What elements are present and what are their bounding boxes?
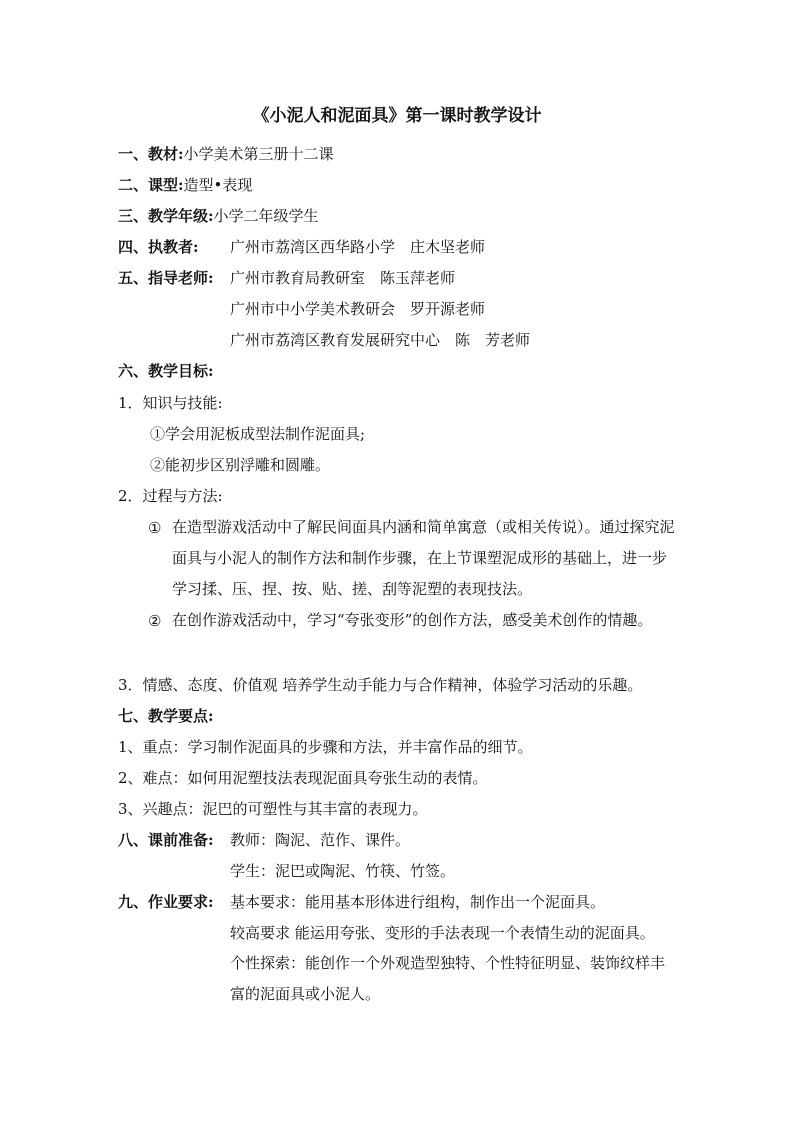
section-advisors	[118, 267, 214, 289]
section-label: 五、指导老师:	[118, 269, 214, 287]
advisor-line: 广州市教育局教研室 陈玉萍老师	[230, 269, 456, 287]
instructor-value: 广州市荔湾区西华路小学 庄木坚老师	[230, 238, 486, 256]
section-instructor	[118, 236, 199, 258]
advisor-line: 广州市中小学美术教研会 罗开源老师	[230, 300, 486, 318]
objective-item: ①学会用泥板成型法制作泥面具;	[150, 425, 366, 443]
objective-knowledge-title: 1．知识与技能:	[118, 394, 223, 412]
preparation-teacher: 教师：陶泥、范作、课件。	[230, 831, 411, 849]
list-marker: ①	[148, 519, 162, 537]
objective-process-2: 在创作游戏活动中，学习“夸张变形”的创作方法，感受美术创作的情趣。	[172, 611, 653, 629]
section-textbook	[118, 143, 334, 165]
section-label: 一、教材:	[118, 145, 184, 163]
section-objectives-label: 六、教学目标:	[118, 362, 214, 380]
section-grade	[118, 205, 319, 227]
section-label: 八、课前准备:	[118, 831, 214, 849]
preparation-student: 学生：泥巴或陶泥、竹筷、竹签。	[230, 862, 456, 880]
section-value: 造型•表现	[183, 176, 253, 194]
section-preparation	[118, 829, 214, 851]
key-point-item: 2、难点：如何用泥塑技法表现泥面具夸张生动的表情。	[118, 769, 488, 787]
key-point-item: 3、兴趣点：泥巴的可塑性与其丰富的表现力。	[118, 800, 428, 818]
section-label: 四、执教者:	[118, 238, 199, 256]
homework-personal: 个性探索：能创作一个外观造型独特、个性特征明显、装饰纹样丰富的泥面具或小泥人。	[230, 954, 666, 1003]
section-label: 九、作业要求:	[118, 893, 214, 911]
section-key-points-label: 七、教学要点:	[118, 707, 214, 725]
homework-basic: 基本要求：能用基本形体进行组构，制作出一个泥面具。	[230, 893, 606, 911]
objective-item: ②能初步区别浮雕和圆雕。	[150, 456, 331, 474]
advisor-line: 广州市荔湾区教育发展研究中心 陈 芳老师	[230, 331, 531, 349]
section-label: 二、课型:	[118, 176, 184, 194]
key-point-item: 1、重点：学习制作泥面具的步骤和方法，并丰富作品的细节。	[118, 738, 533, 756]
section-lesson-type	[118, 174, 252, 196]
section-value: 小学美术第三册十二课	[183, 145, 334, 163]
document-title: 《小泥人和泥面具》第一课时教学设计	[252, 106, 542, 126]
section-homework	[118, 891, 214, 913]
list-marker: ②	[148, 612, 162, 630]
objective-emotion: 3．情感、态度、价值观 培养学生动手能力与合作精神，体验学习活动的乐趣。	[118, 676, 643, 694]
homework-higher: 较高要求 能运用夸张、变形的手法表现一个表情生动的泥面具。	[230, 924, 655, 942]
section-value: 小学二年级学生	[213, 207, 319, 225]
section-label: 三、教学年级:	[118, 207, 214, 225]
objective-process-title: 2．过程与方法:	[118, 487, 223, 505]
objective-process-1: 在造型游戏活动中了解民间面具内涵和简单寓意（或相关传说）。通过探究泥面具与小泥人的制作方法和制作步骤，在上节课塑泥成形的基础上，进一步学习揉、压、捏、按、贴、搓、刮等泥塑的表现技法。	[172, 518, 675, 598]
